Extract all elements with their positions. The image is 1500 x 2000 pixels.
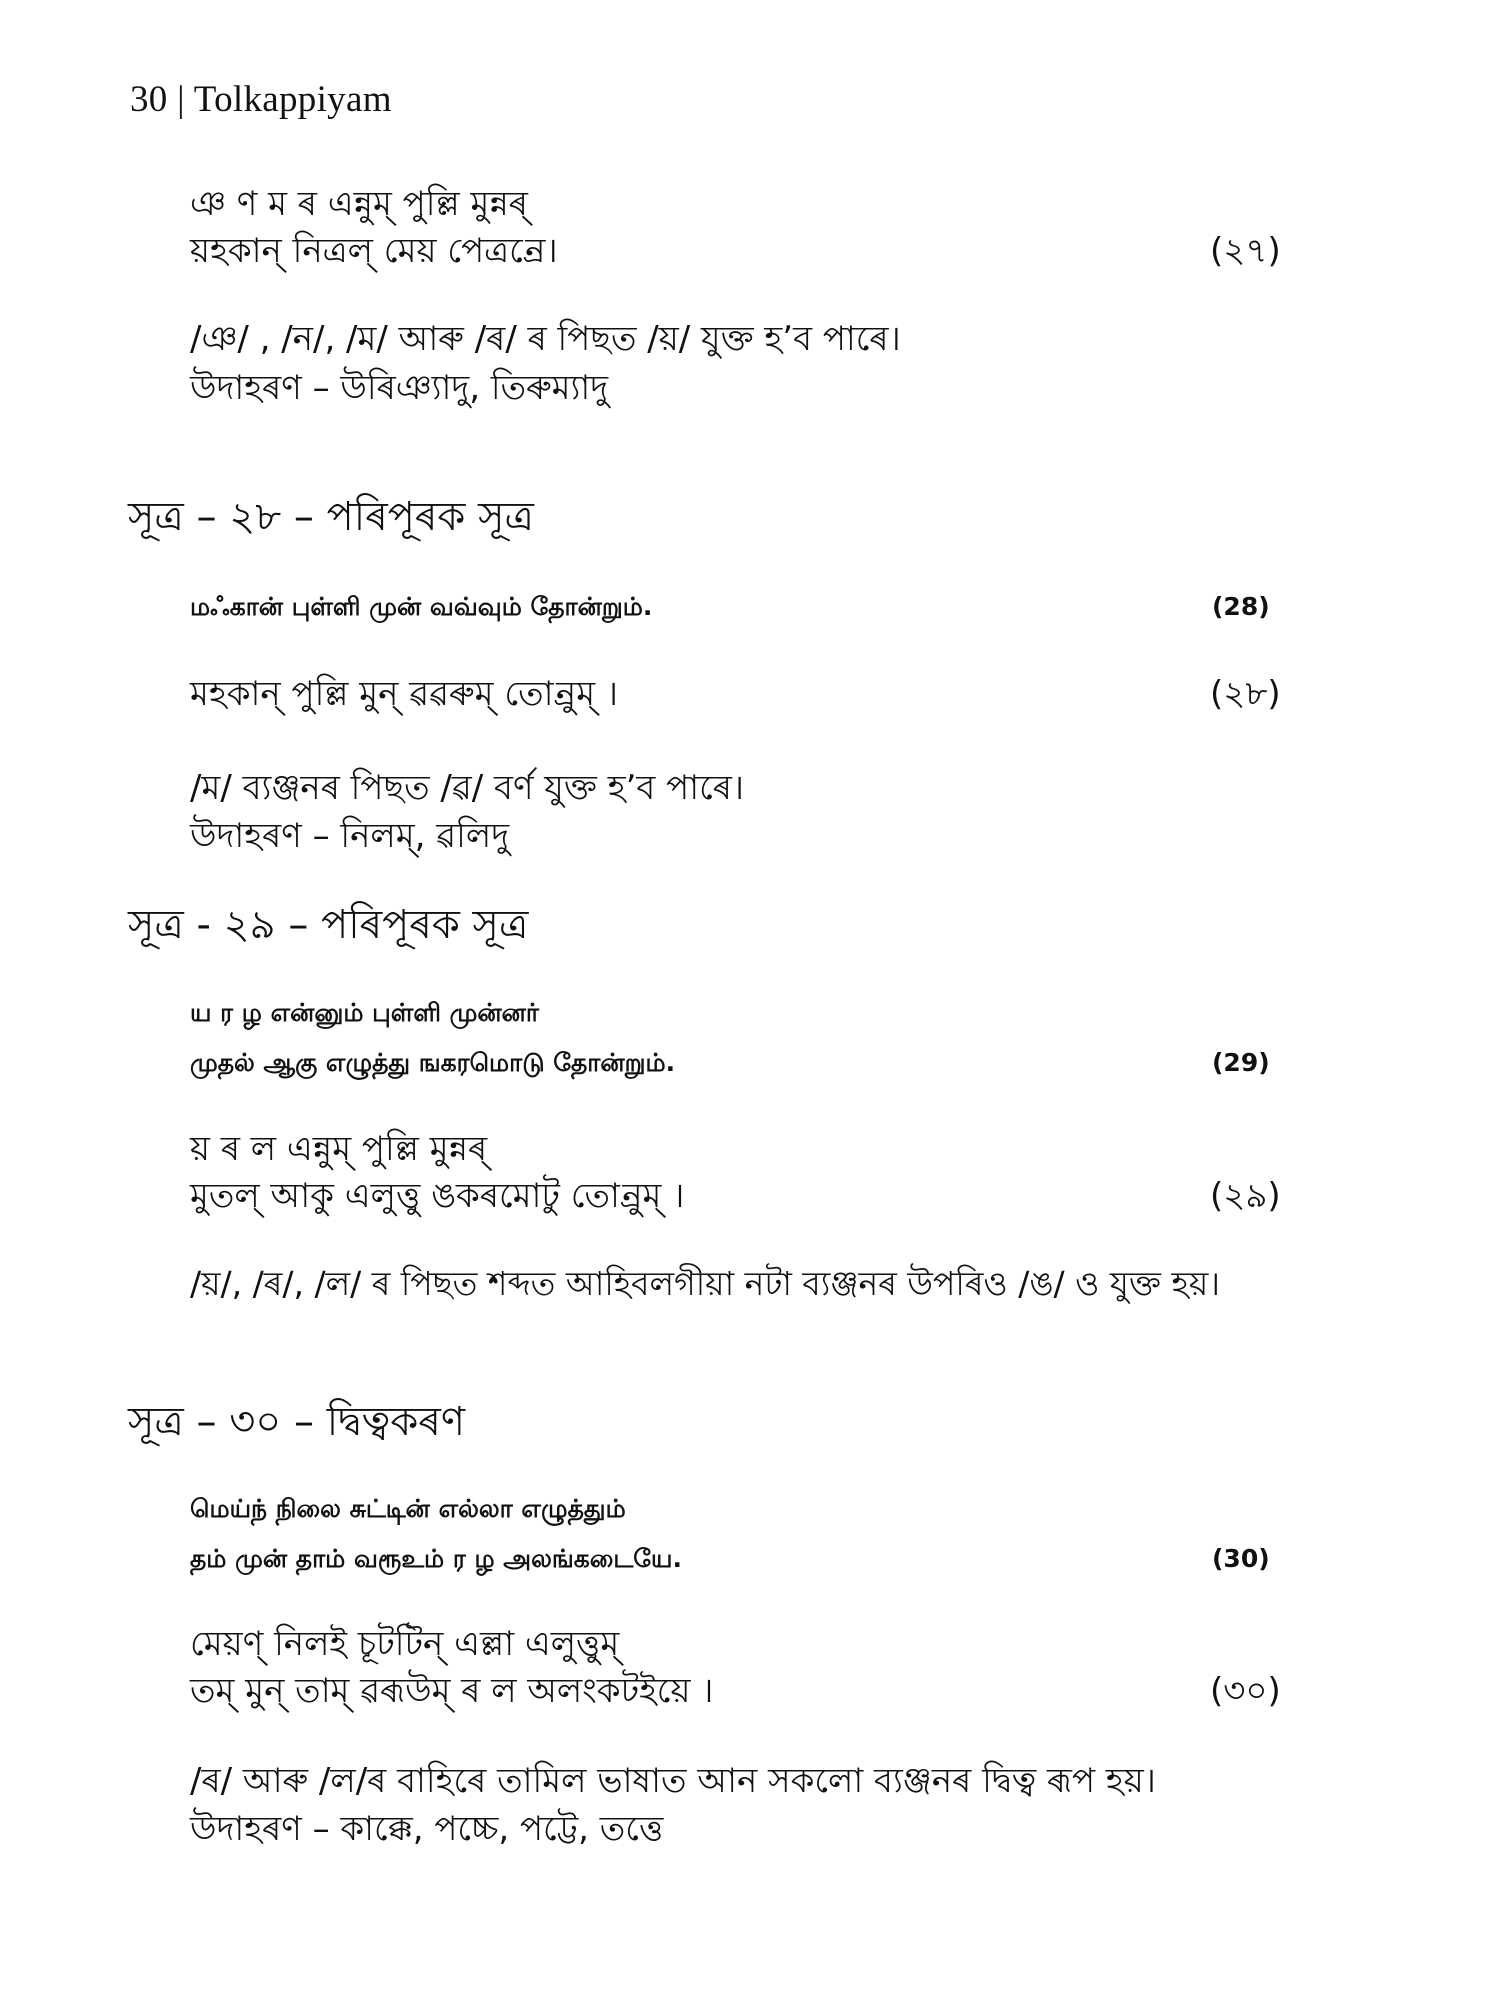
running-header xyxy=(130,78,392,121)
book-title: Tolkappiyam xyxy=(193,79,392,120)
sutra-30-example: উদাহৰণ – কাক্কে, পচ্চে, পট্টে, তত্তে xyxy=(190,1809,664,1849)
sutra-28-tamil-number: (28) xyxy=(1212,592,1270,621)
header-separator: | xyxy=(177,79,185,120)
sutra-28-heading: সূত্র – ২৮ – পৰিপূৰক সূত্র xyxy=(128,494,534,540)
sutra-29-verse-line-1: য় ৰ ল এন্নুম্ পুল্লি মুন্নৰ্ xyxy=(190,1129,488,1169)
explanation-27: /ঞ/ , /ন/, /ম/ আৰু /ৰ/ ৰ পিছত /য়/ যুক্ত হ’ব পাৰে। xyxy=(190,319,901,359)
sutra-28-explanation: /ম/ ব্যঞ্জনৰ পিছত /ৱ/ বৰ্ণ যুক্ত হ’ব পাৰে। xyxy=(190,768,745,808)
sutra-29-tamil-number: (29) xyxy=(1212,1048,1270,1077)
verse-27-line-1: ঞ ণ ম ৰ এন্নুম্ পুল্লি মুন্নৰ্ xyxy=(190,184,528,224)
verse-27-line-2: য়হকান্ নিত্রল্ মেয় পেত্রন্ৰে। xyxy=(190,231,558,271)
sutra-30-heading: সূত্র – ৩০ – দ্বিত্বকৰণ xyxy=(128,1399,466,1445)
sutra-29-explanation: /য়/, /ৰ/, /ল/ ৰ পিছত শব্দত আহিবলগীয়া নটা ব্যঞ্জনৰ উপৰিও /ঙ/ ও যুক্ত হয়। xyxy=(190,1264,1221,1303)
sutra-29-verse-number: (২৯) xyxy=(1210,1176,1281,1216)
sutra-30-tamil-number: (30) xyxy=(1212,1544,1270,1573)
example-27: উদাহৰণ – উৰিঞ্যাদু, তিৰুম্যাদু xyxy=(190,368,609,408)
sutra-29-verse-line-2: মুতল্ আকু এলুত্তু ঙকৰমোটু তোন্ৰুম্ । xyxy=(190,1176,685,1216)
sutra-29-tamil-line-2: முதல் ஆகு எழுத்து ஙகரமொடு தோன்றும். xyxy=(190,1048,676,1077)
sutra-30-verse-number: (৩০) xyxy=(1210,1671,1281,1711)
sutra-29-tamil-line-1: ய ர ழ என்னும் புள்ளி முன்னர் xyxy=(190,998,539,1027)
sutra-30-tamil-line-1: மெய்ந் நிலை சுட்டின் எல்லா எழுத்தும் xyxy=(190,1494,626,1523)
sutra-28-example: উদাহৰণ – নিলম্, ৱলিদু xyxy=(190,816,510,856)
sutra-30-explanation: /ৰ/ আৰু /ল/ৰ বাহিৰে তামিল ভাষাত আন সকলো ব্যঞ্জনৰ দ্বিত্ব ৰূপ হয়। xyxy=(190,1761,1156,1801)
sutra-30-verse-line-1: মেয়ণ্ নিলই চূটটিন্ এল্লা এলুত্তুম্ xyxy=(190,1624,620,1664)
sutra-28-tamil-line-1: மஃகான் புள்ளி முன் வவ்வும் தோன்றும். xyxy=(190,592,653,621)
sutra-30-verse-line-2: তম্ মুন্ তাম্ ৱৰূউম্ ৰ ল অলংকটইয়ে । xyxy=(190,1671,714,1711)
page-number: 30 xyxy=(130,79,168,120)
sutra-30-tamil-line-2: தம் முன் தாம் வரூஉம் ர ழ அலங்கடையே. xyxy=(190,1544,682,1573)
verse-27-number: (২৭) xyxy=(1210,231,1281,271)
sutra-29-heading: সূত্র - ২৯ – পৰিপূৰক সূত্র xyxy=(128,902,529,948)
sutra-28-verse-line-1: মহকান্ পুল্লি মুন্ ৱৱৰুম্ তোন্ৰুম্ । xyxy=(190,674,619,714)
sutra-28-verse-number: (২৮) xyxy=(1210,674,1281,714)
